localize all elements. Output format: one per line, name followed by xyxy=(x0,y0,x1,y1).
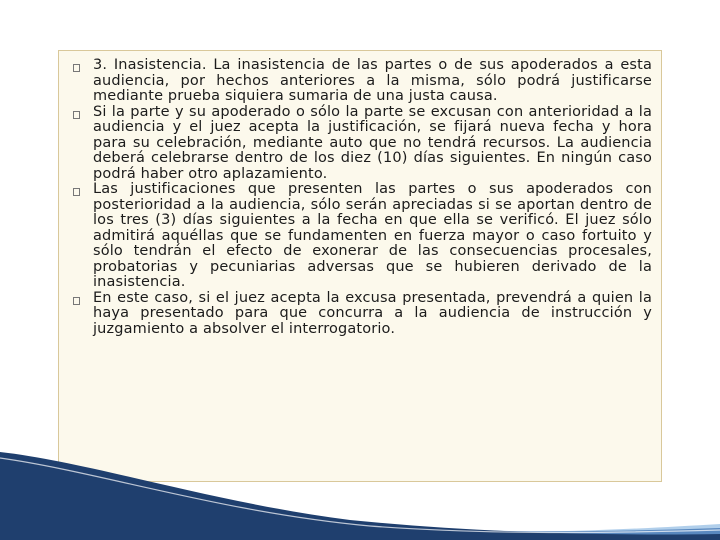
paragraph-text: 3. Inasistencia. La inasistencia de las partes o de sus apoderados a esta audiencia, por hechos anteriores a la misma, sólo podrá justificarse mediante prueba siquiera sumaria de una justa causa. xyxy=(93,57,652,104)
bullet-list xyxy=(59,58,663,337)
paragraph-text: Las justificaciones que presenten las partes o sus apoderados con posterioridad a la audiencia, sólo serán apreciadas si se aportan dentro de los tres (3) días siguientes a la fecha en que ella se verificó. El juez sólo admitirá aquéllas que se fundamenten en fuerza mayor o caso fortuito y sólo tendrán el efecto de exonerar de las consecuencias procesales, probatorias y pecuniarias adversas que se hubieren derivado de la inasistencia. xyxy=(93,181,652,290)
paragraph-text: En este caso, si el juez acepta la excusa presentada, prevendrá a quien la haya presentado para que concurra a la audiencia de instrucción y juzgamiento a absolver el interrogatorio. xyxy=(93,289,652,337)
list-item xyxy=(59,58,663,105)
wave-decoration xyxy=(0,440,720,540)
list-item xyxy=(59,105,663,183)
list-item xyxy=(59,291,663,338)
hollow-square-bullet-icon xyxy=(73,297,80,305)
hollow-square-bullet-icon xyxy=(73,111,80,119)
hollow-square-bullet-icon xyxy=(73,188,80,196)
paragraph-text: Si la parte y su apoderado o sólo la parte se excusan con anterioridad a la audiencia y el juez acepta la justificación, se fijará nueva fecha y hora para su celebración, mediante auto que no tendrá recursos. La audiencia deberá celebrarse dentro de los diez (10) días siguientes. En ningún caso podrá haber otro aplazamiento. xyxy=(93,103,652,182)
list-item xyxy=(59,182,663,291)
hollow-square-bullet-icon xyxy=(73,64,80,72)
content-panel xyxy=(58,50,662,482)
wave-dark xyxy=(0,452,720,540)
